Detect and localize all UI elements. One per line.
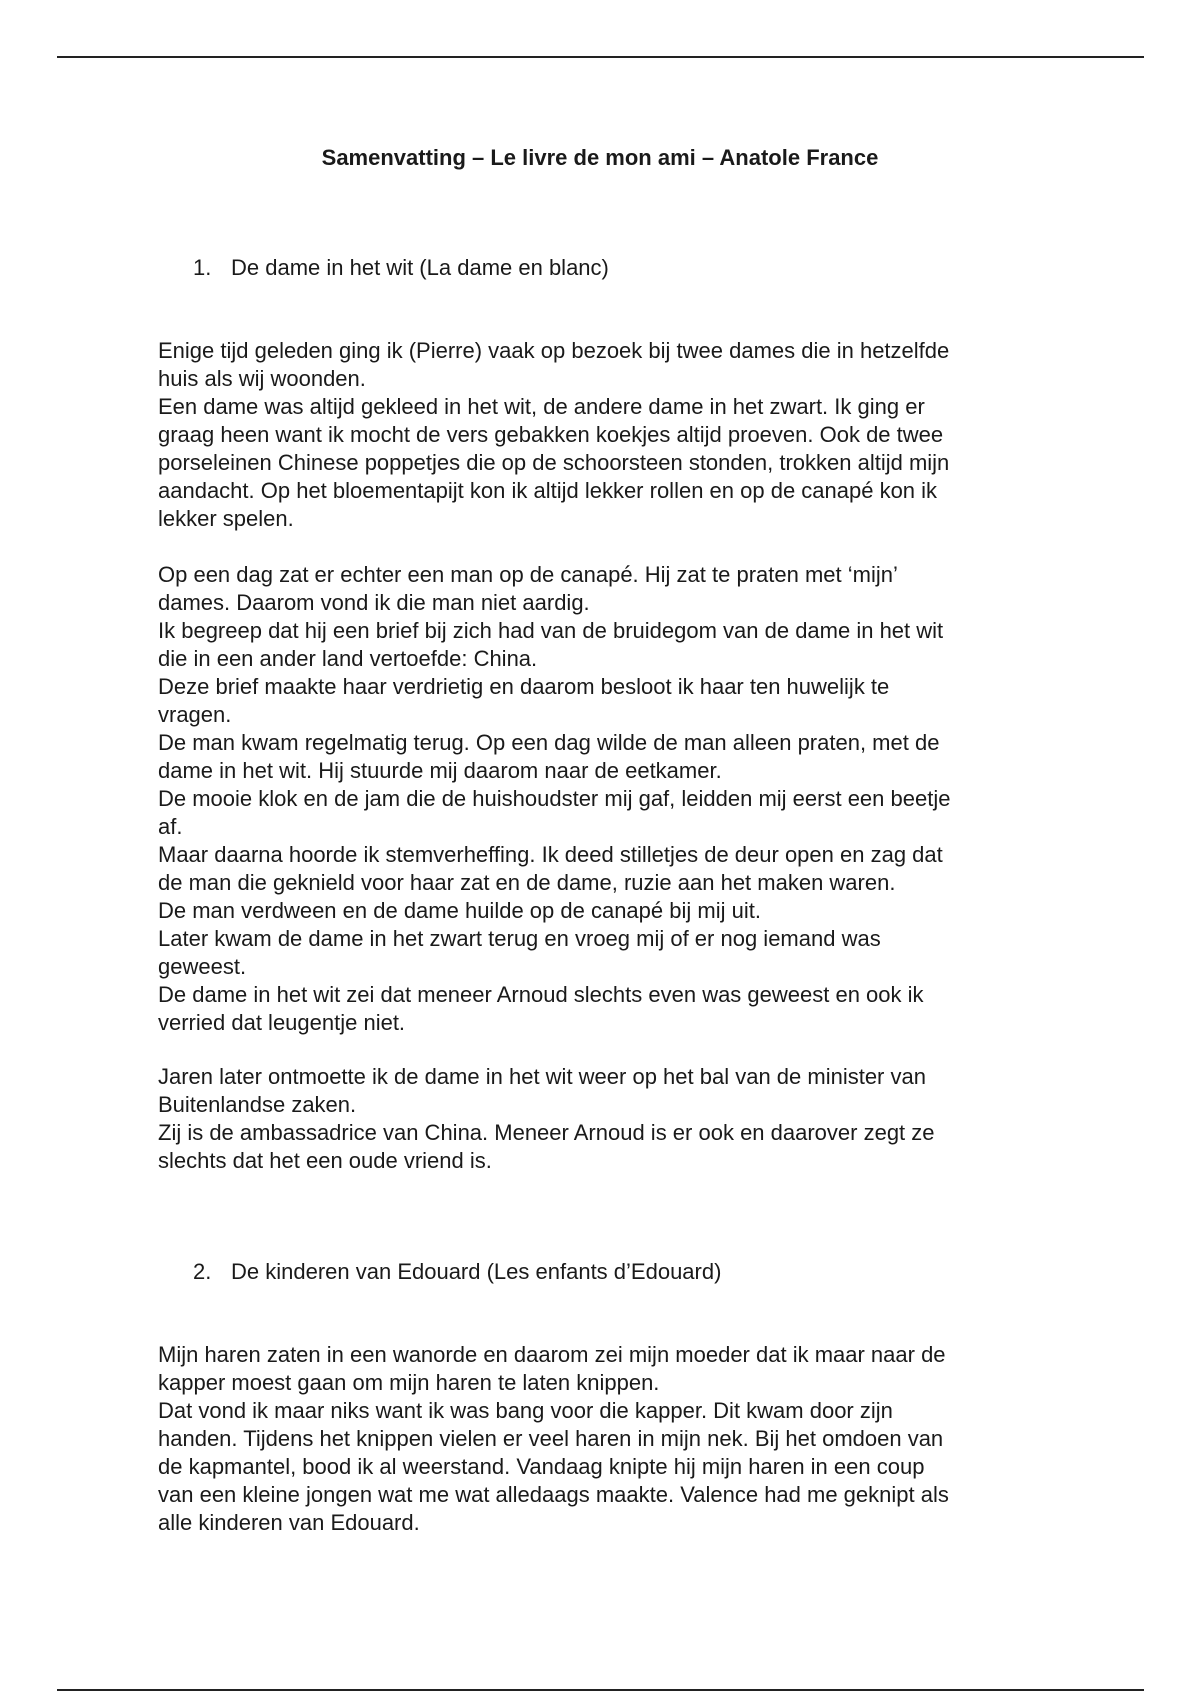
text-line: Dat vond ik maar niks want ik was bang voor die kapper. Dit kwam door zijn xyxy=(158,1398,893,1423)
text-line: Later kwam de dame in het zwart terug en vroeg mij of er nog iemand was xyxy=(158,926,881,951)
text-line: De man verdween en de dame huilde op de canapé bij mij uit. xyxy=(158,898,761,923)
text-line: Buitenlandse zaken. xyxy=(158,1092,357,1117)
text-line: verried dat leugentje niet. xyxy=(158,1010,406,1035)
text-line: slechts dat het een oude vriend is. xyxy=(158,1148,492,1173)
text-line: Zij is de ambassadrice van China. Meneer Arnoud is er ook en daarover zegt ze xyxy=(158,1120,935,1145)
section-number-1: 1. xyxy=(193,255,212,280)
text-line: Enige tijd geleden ging ik (Pierre) vaak op bezoek bij twee dames die in hetzelfde xyxy=(158,338,950,363)
text-line: handen. Tijdens het knippen vielen er veel haren in mijn nek. Bij het omdoen van xyxy=(158,1426,944,1451)
section-title-2: De kinderen van Edouard (Les enfants d’Edouard) xyxy=(231,1259,722,1284)
text-line: Deze brief maakte haar verdrietig en daarom besloot ik haar ten huwelijk te xyxy=(158,674,890,699)
bottom-rule xyxy=(57,1689,1144,1691)
text-line: kapper moest gaan om mijn haren te laten knippen. xyxy=(158,1370,660,1395)
text-line: graag heen want ik mocht de vers gebakken koekjes altijd proeven. Ook de twee xyxy=(158,422,944,447)
text-line: van een kleine jongen wat me wat alledaags maakte. Valence had me geknipt als xyxy=(158,1482,949,1507)
text-line: De man kwam regelmatig terug. Op een dag wilde de man alleen praten, met de xyxy=(158,730,940,755)
text-line: vragen. xyxy=(158,702,232,727)
section-heading-1 xyxy=(193,254,609,282)
text-line: lekker spelen. xyxy=(158,506,294,531)
text-line: De dame in het wit zei dat meneer Arnoud slechts even was geweest en ook ik xyxy=(158,982,924,1007)
text-line: Een dame was altijd gekleed in het wit, de andere dame in het zwart. Ik ging er xyxy=(158,394,925,419)
section-1-paragraph-1 xyxy=(158,337,1038,533)
text-line: die in een ander land vertoefde: China. xyxy=(158,646,538,671)
section-title-1: De dame in het wit (La dame en blanc) xyxy=(231,255,609,280)
document-title: Samenvatting – Le livre de mon ami – Anatole France xyxy=(321,145,879,170)
text-line: aandacht. Op het bloementapijt kon ik altijd lekker rollen en op de canapé kon ik xyxy=(158,478,938,503)
text-line: De mooie klok en de jam die de huishoudster mij gaf, leidden mij eerst een beetje xyxy=(158,786,951,811)
text-line: Maar daarna hoorde ik stemverheffing. Ik deed stilletjes de deur open en zag dat xyxy=(158,842,943,867)
text-line: af. xyxy=(158,814,183,839)
text-line: Jaren later ontmoette ik de dame in het wit weer op het bal van de minister van xyxy=(158,1064,926,1089)
section-number-2: 2. xyxy=(193,1259,212,1284)
section-1-paragraph-3 xyxy=(158,1063,1038,1175)
text-line: Op een dag zat er echter een man op de canapé. Hij zat te praten met ‘mijn’ xyxy=(158,562,898,587)
text-line: Ik begreep dat hij een brief bij zich had van de bruidegom van de dame in het wit xyxy=(158,618,944,643)
text-line: porseleinen Chinese poppetjes die op de schoorsteen stonden, trokken altijd mijn xyxy=(158,450,950,475)
text-line: dame in het wit. Hij stuurde mij daarom naar de eetkamer. xyxy=(158,758,722,783)
section-2-paragraph-1 xyxy=(158,1341,1038,1537)
text-line: de kapmantel, bood ik al weerstand. Vandaag knipte hij mijn haren in een coup xyxy=(158,1454,925,1479)
text-line: Mijn haren zaten in een wanorde en daarom zei mijn moeder dat ik maar naar de xyxy=(158,1342,946,1367)
text-line: de man die geknield voor haar zat en de dame, ruzie aan het maken waren. xyxy=(158,870,896,895)
text-line: dames. Daarom vond ik die man niet aardig. xyxy=(158,590,590,615)
text-line: geweest. xyxy=(158,954,247,979)
section-1-paragraph-2 xyxy=(158,561,1038,1037)
text-line: huis als wij woonden. xyxy=(158,366,366,391)
text-line: alle kinderen van Edouard. xyxy=(158,1510,420,1535)
top-rule xyxy=(57,56,1144,58)
section-heading-2 xyxy=(193,1258,721,1286)
